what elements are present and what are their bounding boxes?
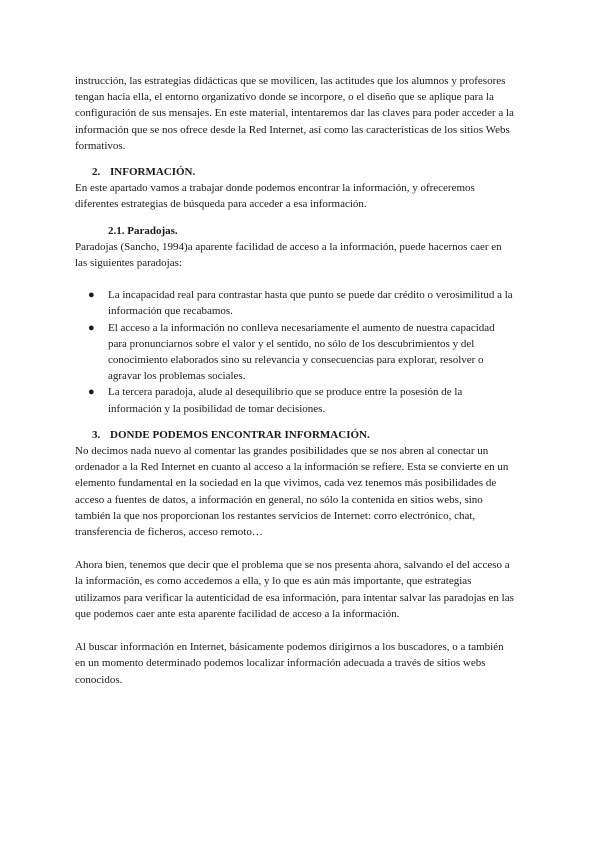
paradox-list (75, 287, 515, 417)
section-3-paragraph-1: No decimos nada nuevo al comentar las grandes posibilidades que se nos abren al conectar un ordenador a la Red Internet en cuanto al acceso a la información se refiere. Esta se convierte en un elemento fundamental en la sociedad en la que vivimos, cada vez tenemos más posibilidades de acceso a fuentes de datos, a información en general, no sólo la contenida en sitios webs, sino también la que nos proporcionan los restantes servicios de Internet: corro electrónico, chat, transferencia de ficheros, acceso remoto… (75, 445, 509, 539)
section-2-heading (75, 164, 515, 180)
list-item (88, 287, 515, 319)
bullet-icon: ● (88, 289, 95, 302)
list-item-text: El acceso a la información no conlleva necesariamente el aumento de nuestra capacidad para pronunciarnos sobre el valor y el sentido, no sólo de los descubrimientos y del conocimiento elaborados sino su relevancia y consecuencias para explorar, resolver o agravar los problemas sociales. (108, 321, 495, 383)
section-3-paragraph-3: Al buscar información en Internet, básicamente podemos dirigirnos a los buscadores, o a también en un momento determinado podemos localizar información adecuada a través de sitios webs conocidos. (75, 641, 504, 686)
section-2-body: En este apartado vamos a trabajar donde podemos encontrar la información, y ofreceremos diferentes estrategias de búsqueda para acceder a esa información. (75, 182, 475, 211)
list-item (88, 384, 515, 416)
list-item-text: La incapacidad real para contrastar hasta que punto se puede dar crédito o verosimilitud a la información que recabamos. (108, 289, 513, 318)
section-3-number: 3. (92, 428, 101, 441)
document-page (75, 73, 515, 688)
bullet-icon: ● (88, 386, 95, 399)
section-2-1-heading: 2.1. Paradojas. (108, 224, 178, 237)
section-3-title: DONDE PODEMOS ENCONTRAR INFORMACIÓN. (110, 428, 370, 441)
intro-paragraph: instrucción, las estrategias didácticas que se movilicen, las actitudes que los alumnos y profesores tengan hacia ella, el entorno organizativo donde se incorpore, o el diseño que se aplique para la configuración de sus mensajes. En este material, intentaremos dar las claves para poder acceder a la información que se nos ofrece desde la Red Internet, así como las características de los sitios Webs formativos. (75, 75, 514, 152)
section-2-1-body: Paradojas (Sancho, 1994)a aparente facilidad de acceso a la información, puede hacernos caer en las siguientes paradojas: (75, 240, 502, 270)
section-3-paragraph-2: Ahora bien, tenemos que decir que el problema que se nos presenta ahora, salvando el del acceso a la información, es como accedemos a ella, y lo que es aún más importante, que estrategias utilizamos para verificar la autenticidad de esa información, para intentar salvar las paradojas en las que podemos caer ante esta aparente facilidad de acceso a la información. (75, 559, 514, 620)
bullet-icon: ● (88, 321, 95, 334)
section-2-number: 2. (92, 166, 101, 179)
list-item-text: La tercera paradoja, alude al desequilibrio que se produce entre la posesión de la información y la posibilidad de tomar decisiones. (108, 386, 463, 415)
list-item (88, 320, 515, 385)
section-2-title: INFORMACIÓN. (110, 166, 196, 179)
section-3-heading (75, 427, 515, 443)
